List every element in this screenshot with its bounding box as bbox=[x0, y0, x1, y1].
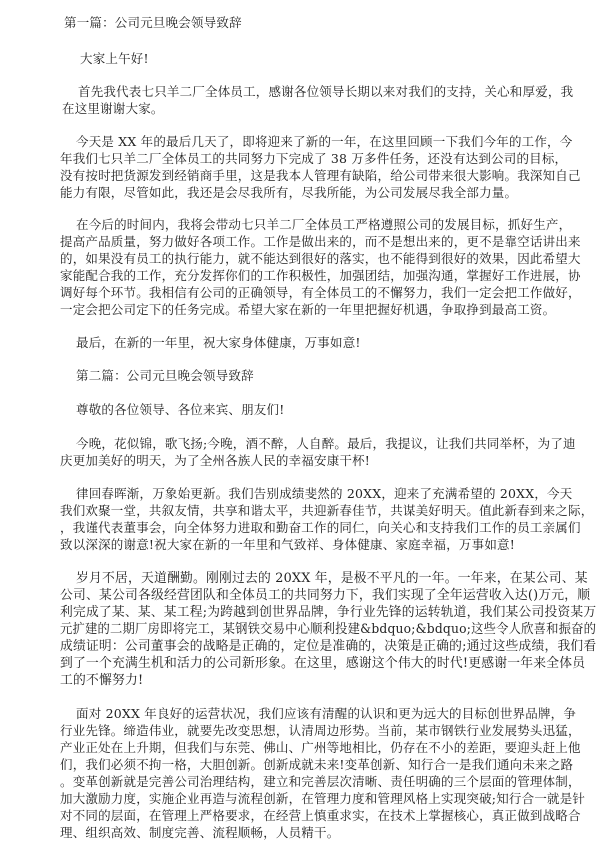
paragraph-line: 元扩建的二期厂房即将完工，某钢铁交易中心顺利投建&bdquo;&bdquo;这些令人欣喜和振奋的 bbox=[60, 622, 597, 637]
paragraph-line: 行业先锋。缔造伟业，就要先改变思想，认清周边形势。当前，某市钢铁行业发展势头迅猛， bbox=[60, 723, 581, 738]
paragraph-line: 今晚，花似锦，歌飞扬;今晚，酒不醉，人自醉。最后，我提议，让我们共同举杯，为了迪 bbox=[76, 436, 576, 451]
paragraph-line: 庆更加美好的明天，为了全州各族人民的幸福安康干杯! bbox=[60, 453, 371, 468]
paragraph-line: 加大激励力度，实施企业再造与流程创新，在管理力度和管理风格上实现突破;知行合一就是针 bbox=[60, 791, 586, 806]
paragraph-line: 公司、某公司各级经营团队和全体员工的共同努力下，我们实现了全年运营收入达()万元，顺 bbox=[60, 588, 591, 603]
paragraph-line: 致以深深的谢意!祝大家在新的一年里和气致祥、身体健康、家庭幸福，万事如意! bbox=[60, 537, 515, 552]
paragraph-line: 在今后的时间内，我将会带动七只羊二厂全体员工严格遵照公司的发展目标，抓好生产， bbox=[76, 217, 572, 232]
paragraph-line: 能力有限，尽管如此，我还是会尽我所有，尽我所能，为公司发展尽我全部力量。 bbox=[60, 185, 518, 200]
paragraph-line: 利完成了某、某、某工程;为跨越到创世界品牌，争行业先锋的运转轨道，我们某公司投资某万 bbox=[60, 605, 597, 620]
paragraph-line: 首先我代表七只羊二厂全体员工，感谢各位领导长期以来对我们的支持，关心和厚爱，我 bbox=[78, 84, 574, 99]
paragraph-line: 一定会把公司定下的任务完成。希望大家在新的一年里把握好机遇，争取挣到最高工资。 bbox=[60, 302, 556, 317]
salutation: 尊敬的各位领导、各位来宾、朋友们! bbox=[76, 402, 285, 417]
paragraph-line: 最后，在新的一年里，祝大家身体健康，万事如意! bbox=[76, 335, 361, 350]
paragraph-line: 家能配合我的工作，充分发挥你们的工作积极性，加强团结，加强沟通，掌握好工作进展，协 bbox=[60, 268, 581, 283]
paragraph-line: 我们欢聚一堂，共叙友情，共享和谐太平，共迎新春佳节，共谋美好明天。值此新春到来之际， bbox=[60, 503, 594, 518]
paragraph-line: 在这里谢谢大家。 bbox=[62, 101, 164, 116]
paragraph-line: 成绩证明：公司董事会的战略是正确的，定位是准确的，决策是正确的;通过这些成绩，我们看 bbox=[60, 639, 597, 654]
paragraph-line: 工的不懈努力! bbox=[60, 673, 144, 688]
section-title-2: 第二篇：公司元旦晚会领导致辞 bbox=[76, 368, 254, 383]
paragraph-line: 面对 20XX 年良好的运营状况，我们应该有清醒的认识和更为远大的目标创世界品牌，争 bbox=[76, 706, 577, 721]
paragraph-line: ，我谨代表董事会，向全体努力进取和勤奋工作的同仁，向关心和支持我们工作的员工亲属们 bbox=[60, 520, 581, 535]
paragraph-line: 年我们七只羊二厂全体员工的共同努力下完成了 38 万多件任务，还没有达到公司的目标， bbox=[60, 151, 568, 166]
paragraph-line: 的，如果没有员工的执行能力，就不能达到很好的落实，也不能得到很好的效果，因此希望大 bbox=[60, 251, 581, 266]
section-title-1: 第一篇：公司元旦晚会领导致辞 bbox=[64, 15, 242, 30]
paragraph-line: 岁月不居，天道酬勤。刚刚过去的 20XX 年，是极不平凡的一年。一年来，在某公司、某 bbox=[76, 571, 588, 586]
paragraph-line: 到了一个充满生机和活力的公司新形象。在这里，感谢这个伟大的时代!更感谢一年来全体员 bbox=[60, 656, 586, 671]
greeting: 大家上午好! bbox=[80, 51, 149, 66]
paragraph-line: 对不同的层面，在管理上严格要求，在经营上慎重求实，在技术上掌握核心，真正做到战略合 bbox=[60, 808, 581, 823]
paragraph-line: 提高产品质量，努力做好各项工作。工作是做出来的，而不是想出来的，更不是靠空话讲出来 bbox=[60, 234, 581, 249]
paragraph-line: 今天是 XX 年的最后几天了，即将迎来了新的一年，在这里回顾一下我们今年的工作，今 bbox=[76, 134, 573, 149]
paragraph-line: 产业正处在上升期，但我们与东莞、佛山、广州等地相比，仍存在不小的差距，要迎头赶上他 bbox=[60, 740, 581, 755]
paragraph-line: 律回春晖渐，万象始更新。我们告别成绩斐然的 20XX，迎来了充满希望的 20XX，今天 bbox=[76, 486, 573, 501]
paragraph-line: 调好每个环节。我相信有公司的正确领导，有全体员工的不懈努力，我们一定会把工作做好， bbox=[60, 285, 581, 300]
paragraph-line: 们，我们必须不拘一格，大胆创新。创新成就未来!变革创新、知行合一是我们通向未来之路 bbox=[60, 757, 574, 772]
paragraph-line: 理、组织高效、制度完善、流程顺畅，人员精干。 bbox=[60, 825, 340, 840]
paragraph-line: 。变革创新就是完善公司治理结构，建立和完善层次清晰、责任明确的三个层面的管理体制， bbox=[60, 774, 581, 789]
paragraph-line: 没有按时把货源发到经销商手里，这是我本人管理有缺陷，给公司带来很大影响。我深知自己 bbox=[60, 168, 581, 183]
